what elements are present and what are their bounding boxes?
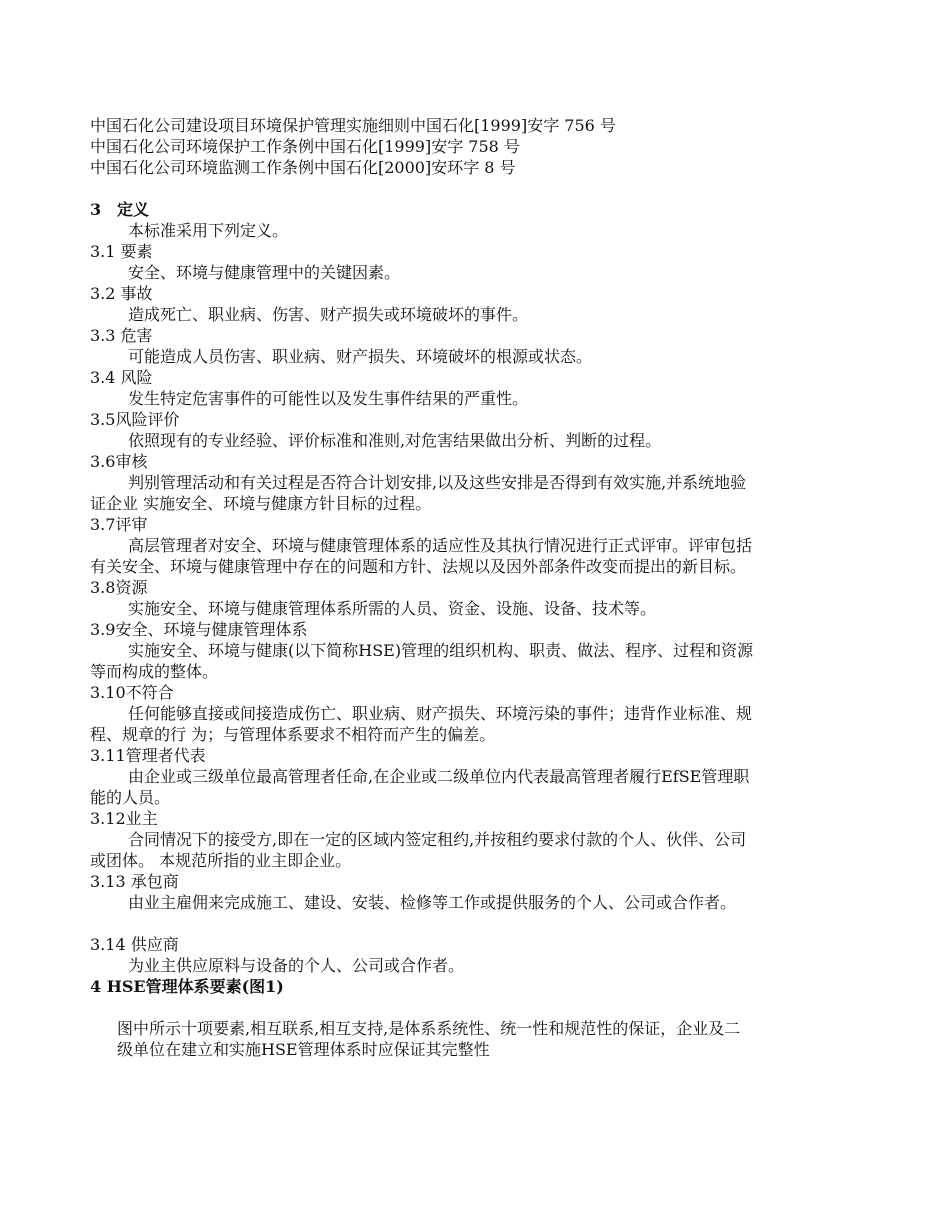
definition-text: 实施安全、环境与健康管理体系所需的人员、资金、设施、设备、技术等。 bbox=[128, 599, 657, 618]
definition-text: 由企业或三级单位最高管理者任命,在企业或二级单位内代表最高管理者履行EfSE管理职 bbox=[128, 767, 750, 786]
reference-line: 中国石化公司建设项目环境保护管理实施细则中国石化[1999]安字 756 号 bbox=[90, 116, 616, 135]
definition-heading: 3.10不符合 bbox=[90, 683, 174, 702]
section-4-text: 图中所示十项要素,相互联系,相互支持,是体系系统性、统一性和规范性的保证，企业及二 bbox=[117, 1019, 741, 1038]
definition-text: 有关安全、环境与健康管理中存在的问题和方针、法规以及因外部条件改变而提出的新目标。 bbox=[90, 557, 747, 576]
reference-line: 中国石化公司环境保护工作条例中国石化[1999]安字 758 号 bbox=[90, 137, 520, 156]
definition-text: 程、规章的行 为；与管理体系要求不相符而产生的偏差。 bbox=[90, 725, 496, 744]
definition-heading: 3.11管理者代表 bbox=[90, 746, 206, 765]
definition-heading: 3.12业主 bbox=[90, 809, 158, 828]
definition-text: 为业主供应原料与设备的个人、公司或合作者。 bbox=[128, 956, 465, 975]
definition-heading: 3.13 承包商 bbox=[90, 872, 179, 891]
definition-text: 或团体。 本规范所指的业主即企业。 bbox=[90, 851, 352, 870]
definition-text: 高层管理者对安全、环境与健康管理体系的适应性及其执行情况进行正式评审。评审包括 bbox=[128, 536, 753, 555]
definition-heading: 3.8资源 bbox=[90, 578, 148, 597]
section-3-title: 定义 bbox=[117, 200, 150, 219]
definition-text: 合同情况下的接受方,即在一定的区域内签定租约,并按租约要求付款的个人、伙伴、公司 bbox=[128, 830, 747, 849]
definition-heading: 3.4 风险 bbox=[90, 368, 153, 387]
definition-heading: 3.7评审 bbox=[90, 515, 148, 534]
definition-text: 由业主雇佣来完成施工、建设、安装、检修等工作或提供服务的个人、公司或合作者。 bbox=[128, 893, 737, 912]
definition-heading: 3.3 危害 bbox=[90, 326, 153, 345]
definition-text: 安全、环境与健康管理中的关键因素。 bbox=[128, 263, 401, 282]
definition-text: 可能造成人员伤害、职业病、财产损失、环境破坏的根源或状态。 bbox=[128, 347, 593, 366]
definition-heading: 3.6审核 bbox=[90, 452, 148, 471]
definition-text: 能的人员。 bbox=[90, 788, 171, 807]
definition-heading: 3.5风险评价 bbox=[90, 410, 180, 429]
definition-text: 依照现有的专业经验、评价标准和准则,对危害结果做出分析、判断的过程。 bbox=[128, 431, 662, 450]
definition-heading: 3.14 供应商 bbox=[90, 935, 179, 954]
definition-text: 等而构成的整体。 bbox=[90, 662, 219, 681]
section-3-intro: 本标准采用下列定义。 bbox=[128, 221, 289, 240]
section-4-heading: 4 HSE管理体系要素(图1) bbox=[90, 977, 284, 996]
section-4-text: 级单位在建立和实施HSE管理体系时应保证其完整性 bbox=[117, 1040, 490, 1059]
section-3-number: 3 bbox=[90, 200, 102, 219]
reference-line: 中国石化公司环境监测工作条例中国石化[2000]安环字 8 号 bbox=[90, 158, 516, 177]
definition-text: 证企业 实施安全、环境与健康方针目标的过程。 bbox=[90, 494, 432, 513]
definition-text: 造成死亡、职业病、伤害、财产损失或环境破坏的事件。 bbox=[128, 305, 529, 324]
definition-text: 发生特定危害事件的可能性以及发生事件结果的严重性。 bbox=[128, 389, 529, 408]
definition-text: 判别管理活动和有关过程是否符合计划安排,以及这些安排是否得到有效实施,并系统地验 bbox=[128, 473, 747, 492]
definition-text: 任何能够直接或间接造成伤亡、职业病、财产损失、环境污染的事件；违背作业标准、规 bbox=[128, 704, 753, 723]
definition-text: 实施安全、环境与健康(以下简称HSE)管理的组织机构、职责、做法、程序、过程和资源 bbox=[128, 641, 754, 660]
definition-heading: 3.2 事故 bbox=[90, 284, 153, 303]
definition-heading: 3.1 要素 bbox=[90, 242, 153, 261]
definition-heading: 3.9安全、环境与健康管理体系 bbox=[90, 620, 308, 639]
